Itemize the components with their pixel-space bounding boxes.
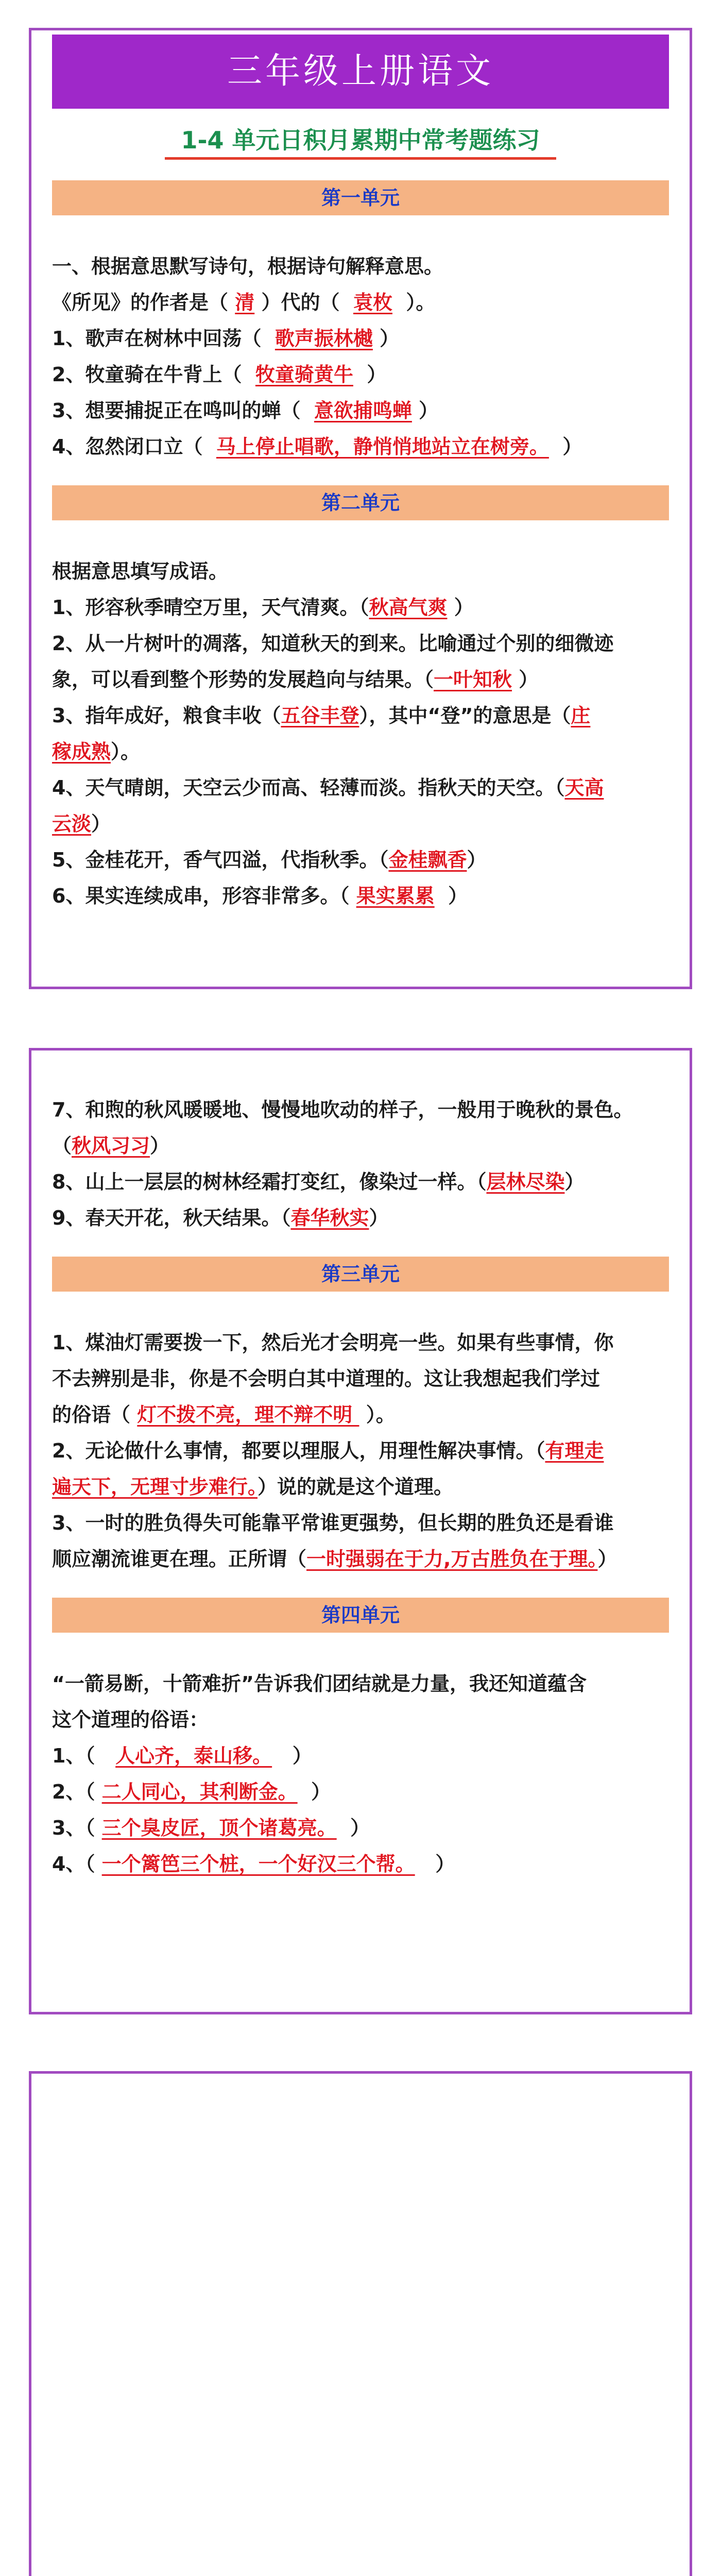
answer: 意欲捕鸣蝉 — [314, 399, 412, 422]
question-text: ） — [372, 327, 400, 350]
question-text: （ — [52, 1134, 72, 1157]
unit-2-question-9 — [52, 1200, 669, 1236]
question-text: ） — [447, 596, 474, 619]
unit-1-header: 第一单元 — [52, 180, 669, 215]
worksheet-page-1 — [29, 28, 692, 989]
unit-3-question-3-line-1: 3、一时的胜负得失可能靠平常谁更强势，但长期的胜负还是看谁 — [52, 1512, 614, 1534]
question-text: ）说的就是这个道理。 — [258, 1476, 454, 1498]
question-text: 4、忽然闭口立（ — [52, 435, 216, 458]
question-text: 顺应潮流谁更在理。正所谓（ — [52, 1548, 307, 1570]
question-text: 5、金桂花开，香气四溢，代指秋季。（ — [52, 849, 389, 871]
question-text: 4、（ — [52, 1853, 102, 1875]
question-text: 1、形容秋季晴空万里，天气清爽。（ — [52, 596, 369, 619]
answer: 秋风习习 — [72, 1134, 150, 1157]
question-text: ） — [512, 668, 539, 691]
answer: 金桂飘香 — [388, 849, 467, 871]
question-text: 6、果实连续成串，形容非常多。（ — [52, 885, 356, 907]
question-text: 3、指年成好，粮食丰收（ — [52, 704, 281, 727]
unit-4-question-1 — [52, 1738, 669, 1774]
answer: 秋高气爽 — [369, 596, 448, 619]
page-title: 三年级上册语文 — [52, 35, 669, 109]
unit-2-question-4-line-1 — [52, 770, 669, 806]
unit-4-header: 第四单元 — [52, 1598, 669, 1633]
question-text: ） — [297, 1781, 331, 1803]
question-text: 1、（ — [52, 1744, 116, 1767]
question-text: ） — [369, 1207, 389, 1229]
unit-4-intro-line-2: 这个道理的俗语： — [52, 1708, 209, 1731]
answer: 一时强弱在于力,万古胜负在于理。 — [306, 1548, 598, 1570]
answer: 二人同心，其利断金。 — [101, 1781, 298, 1803]
question-text: 2、牧童骑在牛背上（ — [52, 363, 255, 386]
answer: 果实累累 — [356, 885, 435, 907]
question-text: 象，可以看到整个形势的发展趋向与结果。（ — [52, 668, 434, 691]
answer: 灯不拨不亮，理不辩不明 — [137, 1403, 359, 1426]
answer: 歌声振林樾 — [274, 327, 373, 350]
unit-2-question-7-line-1: 7、和煦的秋风暖暖地、慢慢地吹动的样子，一般用于晚秋的景色。 — [52, 1098, 633, 1121]
unit-1-question-4 — [52, 429, 669, 465]
unit-2-question-7-line-2 — [52, 1128, 669, 1164]
question-text: ） — [353, 363, 387, 386]
question-text: 2、无论做什么事情，都要以理服人，用理性解决事情。（ — [52, 1439, 545, 1462]
answer: 人心齐，泰山移。 — [115, 1744, 272, 1767]
question-text: ） — [336, 1817, 370, 1839]
question-text: 9、春天开花，秋天结果。（ — [52, 1207, 291, 1229]
unit-1-question-2 — [52, 357, 669, 393]
unit-2-question-3-line-2 — [52, 734, 669, 770]
unit-4-question-4 — [52, 1846, 669, 1882]
question-text: 的俗语（ — [52, 1403, 138, 1426]
unit-3-question-1-line-2: 不去辨别是非，你是不会明白其中道理的。这让我想起我们学过 — [52, 1367, 600, 1390]
unit-2-question-2-line-2 — [52, 662, 669, 698]
unit-4-question-2 — [52, 1774, 669, 1810]
question-text: ） — [434, 885, 468, 907]
answer: 牧童骑黄牛 — [255, 363, 353, 386]
unit-2-question-6 — [52, 878, 669, 914]
question-text: ） — [91, 812, 111, 835]
question-text: 《所见》的作者是（ — [52, 291, 235, 314]
answer: 清 — [235, 291, 255, 314]
unit-2-question-8 — [52, 1164, 669, 1200]
question-text: ）。 — [111, 740, 141, 763]
answer: 云淡 — [52, 812, 92, 835]
answer: 遍天下，无理寸步难行。 — [52, 1476, 258, 1498]
page-subtitle: 1-4 单元日积月累期中常考题练习 — [165, 124, 556, 160]
unit-1-instruction: 一、根据意思默写诗句，根据诗句解释意思。 — [52, 255, 444, 278]
answer: 五谷丰登 — [281, 704, 359, 727]
unit-2-question-4-line-2 — [52, 806, 669, 842]
question-text: ） — [411, 399, 439, 422]
unit-2-question-3-line-1 — [52, 698, 669, 734]
unit-1-question-1 — [52, 320, 669, 357]
unit-3-question-1-line-3 — [52, 1397, 669, 1433]
question-text: 8、山上一层层的树林经霜打变红，像染过一样。（ — [52, 1171, 487, 1193]
question-text: ）代的（ — [254, 291, 353, 314]
unit-2-instruction: 根据意思填写成语。 — [52, 560, 229, 583]
answer: 一个篱笆三个桩，一个好汉三个帮。 — [101, 1853, 415, 1875]
question-text: ），其中“登”的意思是（ — [359, 704, 571, 727]
unit-1-author-question — [52, 284, 669, 320]
answer: 三个臭皮匠，顶个诸葛亮。 — [101, 1817, 337, 1839]
answer: 稼成熟 — [52, 740, 111, 763]
unit-3-header: 第三单元 — [52, 1257, 669, 1292]
answer: 马上停止唱歌，静悄悄地站立在树旁。 — [216, 435, 549, 458]
question-text: ）。 — [392, 291, 436, 314]
unit-3-question-1-line-1: 1、煤油灯需要拨一下，然后光才会明亮一些。如果有些事情，你 — [52, 1331, 614, 1354]
answer: 天高 — [564, 776, 604, 799]
question-text: ）。 — [359, 1403, 396, 1426]
worksheet-page-3-blank — [29, 2071, 692, 2576]
answer: 层林尽染 — [486, 1171, 565, 1193]
unit-4-intro-line-1: “一箭易断，十箭难折”告诉我们团结就是力量，我还知道蕴含 — [52, 1672, 587, 1695]
unit-4-question-3 — [52, 1810, 669, 1846]
question-text: ） — [564, 1171, 585, 1193]
unit-1-question-3 — [52, 393, 669, 429]
unit-2-question-2-line-1: 2、从一片树叶的凋落，知道秋天的到来。比喻通过个别的细微迹 — [52, 632, 614, 655]
question-text: 3、想要捕捉正在鸣叫的蝉（ — [52, 399, 314, 422]
unit-2-question-5 — [52, 842, 669, 878]
unit-2-question-1 — [52, 589, 669, 625]
question-text: 4、天气晴朗，天空云少而高、轻薄而淡。指秋天的天空。（ — [52, 776, 565, 799]
unit-3-question-2-line-2 — [52, 1469, 669, 1505]
question-text: ） — [467, 849, 487, 871]
question-text: 3、（ — [52, 1817, 102, 1839]
unit-3-question-3-line-2 — [52, 1541, 669, 1577]
unit-3-question-2-line-1 — [52, 1433, 669, 1469]
question-text: 2、（ — [52, 1781, 102, 1803]
unit-2-header: 第二单元 — [52, 485, 669, 520]
answer: 春华秋实 — [290, 1207, 369, 1229]
question-text: ） — [597, 1548, 617, 1570]
worksheet-page-2 — [29, 1048, 692, 2014]
question-text: ） — [548, 435, 582, 458]
question-text: ） — [415, 1853, 455, 1875]
question-text: 1、歌声在树林中回荡（ — [52, 327, 275, 350]
question-text: ） — [150, 1134, 170, 1157]
answer: 一叶知秋 — [434, 668, 512, 691]
answer: 庄 — [571, 704, 591, 727]
answer: 袁枚 — [353, 291, 392, 314]
question-text: ） — [272, 1744, 312, 1767]
answer: 有理走 — [545, 1439, 604, 1462]
